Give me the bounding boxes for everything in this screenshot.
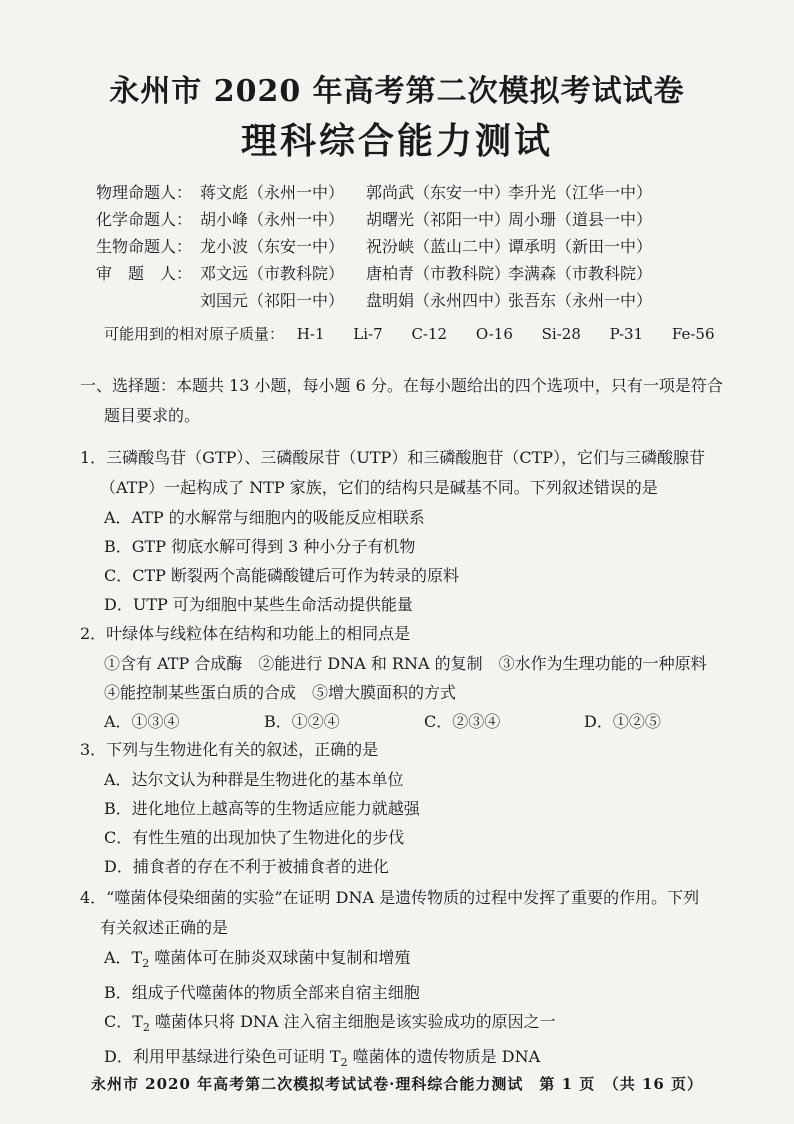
option-d: D．UTP 可为细胞中某些生命活动提供能量 xyxy=(104,595,413,614)
section-heading-cont: 题目要求的。 xyxy=(104,406,201,425)
atomic-masses-label: 可能用到的相对原子质量： xyxy=(104,325,285,343)
option-b: B．GTP 彻底水解可得到 3 种小分子有机物 xyxy=(104,537,416,556)
author-name: 谭承明（新田一中） xyxy=(508,237,653,256)
option-d: D．①②⑤ xyxy=(584,712,661,731)
statement-list: ①含有 ATP 合成酶 ②能进行 DNA 和 RNA 的复制 ③水作为生理功能的一种原料 xyxy=(104,654,707,673)
question-3 xyxy=(80,735,750,881)
author-name: 唐柏青（市教科院） xyxy=(366,264,511,283)
atomic-mass-item: Li-7 xyxy=(353,325,383,343)
author-role: 物理命题人： xyxy=(96,183,193,202)
option-text: 噬菌体可在肺炎双球菌中复制和增殖 xyxy=(149,948,411,967)
author-name: 祝汾峡（蓝山二中） xyxy=(366,237,511,256)
section-heading xyxy=(80,371,750,431)
question-1 xyxy=(80,443,750,619)
option-c: C．②③④ xyxy=(424,712,501,731)
question-stem: 1．三磷酸鸟苷（GTP）、三磷酸尿苷（UTP）和三磷酸胞苷（CTP），它们与三磷酸腺苷 xyxy=(80,448,706,467)
question-stem-cont: 有关叙述正确的是 xyxy=(100,918,229,937)
option-text: D．利用甲基绿进行染色可证明 T xyxy=(104,1047,341,1067)
option-c xyxy=(80,1007,750,1042)
atomic-mass-item: C-12 xyxy=(411,325,448,343)
author-name: 胡小峰（永州一中） xyxy=(200,210,345,229)
author-name: 胡曙光（祁阳一中） xyxy=(366,210,511,229)
author-name: 盘明娟（永州四中） xyxy=(366,291,511,310)
subscript: 2 xyxy=(142,1021,150,1035)
question-4 xyxy=(80,883,750,1078)
option-a xyxy=(80,943,750,978)
question-stem: 4．“噬菌体侵染细菌的实验”在证明 DNA 是遗传物质的过程中发挥了重要的作用。下列 xyxy=(80,888,700,907)
exam-subtitle: 理科综合能力测试 xyxy=(240,120,553,162)
author-name: 刘国元（祁阳一中） xyxy=(200,291,345,310)
option-text: 噬菌体的遗传物质是 DNA xyxy=(347,1047,541,1067)
author-role: 审 题 人： xyxy=(96,264,193,283)
question-stem: 3．下列与生物进化有关的叙述，正确的是 xyxy=(80,740,379,759)
atomic-mass-item: Si-28 xyxy=(541,325,581,343)
section-heading-line: 一、选择题：本题共 13 小题，每小题 6 分。在每小题给出的四个选项中，只有一项是符合 xyxy=(80,376,723,395)
author-role: 化学命题人： xyxy=(96,210,193,229)
option-b: B．进化地位上越高等的生物适应能力就越强 xyxy=(104,799,420,818)
question-stem-cont: （ATP）一起构成了 NTP 家族，它们的结构只是碱基不同。下列叙述错误的是 xyxy=(100,478,658,497)
atomic-mass-item: P-31 xyxy=(609,325,644,343)
author-name: 李升光（江华一中） xyxy=(508,183,653,202)
option-a: A．ATP 的水解常与细胞内的吸能反应相联系 xyxy=(104,508,425,527)
atomic-mass-item: O-16 xyxy=(475,325,513,343)
subscript: 2 xyxy=(142,957,150,971)
option-c: C．CTP 断裂两个高能磷酸键后可作为转录的原料 xyxy=(104,566,460,585)
options-row xyxy=(80,707,750,736)
option-a: A．达尔文认为种群是生物进化的基本单位 xyxy=(104,770,404,789)
exam-title: 永州市 2020 年高考第二次模拟考试试卷 xyxy=(109,74,685,109)
atomic-mass-item: H-1 xyxy=(296,325,325,343)
atomic-mass-item: Fe-56 xyxy=(671,325,715,343)
option-text: 噬菌体只将 DNA 注入宿主细胞是该实验成功的原因之一 xyxy=(149,1012,556,1032)
author-name: 李满森（市教科院） xyxy=(508,264,653,283)
author-name: 张吾东（永州一中） xyxy=(508,291,653,310)
option-c: C．有性生殖的出现加快了生物进化的步伐 xyxy=(104,828,405,847)
author-role: 生物命题人： xyxy=(96,237,193,256)
statement-list-cont: ④能控制某些蛋白质的合成 ⑤增大膜面积的方式 xyxy=(104,683,457,702)
author-name: 周小珊（道县一中） xyxy=(508,210,653,229)
option-a: A．①③④ xyxy=(104,712,180,731)
author-name: 邓文远（市教科院） xyxy=(200,264,345,283)
question-stem: 2．叶绿体与线粒体在结构和功能上的相同点是 xyxy=(80,624,411,643)
option-b: B．组成子代噬菌体的物质全部来自宿主细胞 xyxy=(104,983,420,1003)
page-footer: 永州市 2020 年高考第二次模拟考试试卷·理科综合能力测试 第 1 页 （共 16 页） xyxy=(90,1075,704,1093)
subscript: 2 xyxy=(340,1056,348,1070)
question-2 xyxy=(80,619,750,736)
option-b: B．①②④ xyxy=(264,712,340,731)
option-d: D．捕食者的存在不利于被捕食者的进化 xyxy=(104,857,389,876)
author-name: 蒋文彪（永州一中） xyxy=(200,183,345,202)
option-text: A．T xyxy=(104,948,143,967)
option-text: C．T xyxy=(104,1012,143,1032)
author-name: 龙小波（东安一中） xyxy=(200,237,345,256)
author-name: 郭尚武（东安一中） xyxy=(366,183,511,202)
atomic-masses xyxy=(104,323,739,344)
